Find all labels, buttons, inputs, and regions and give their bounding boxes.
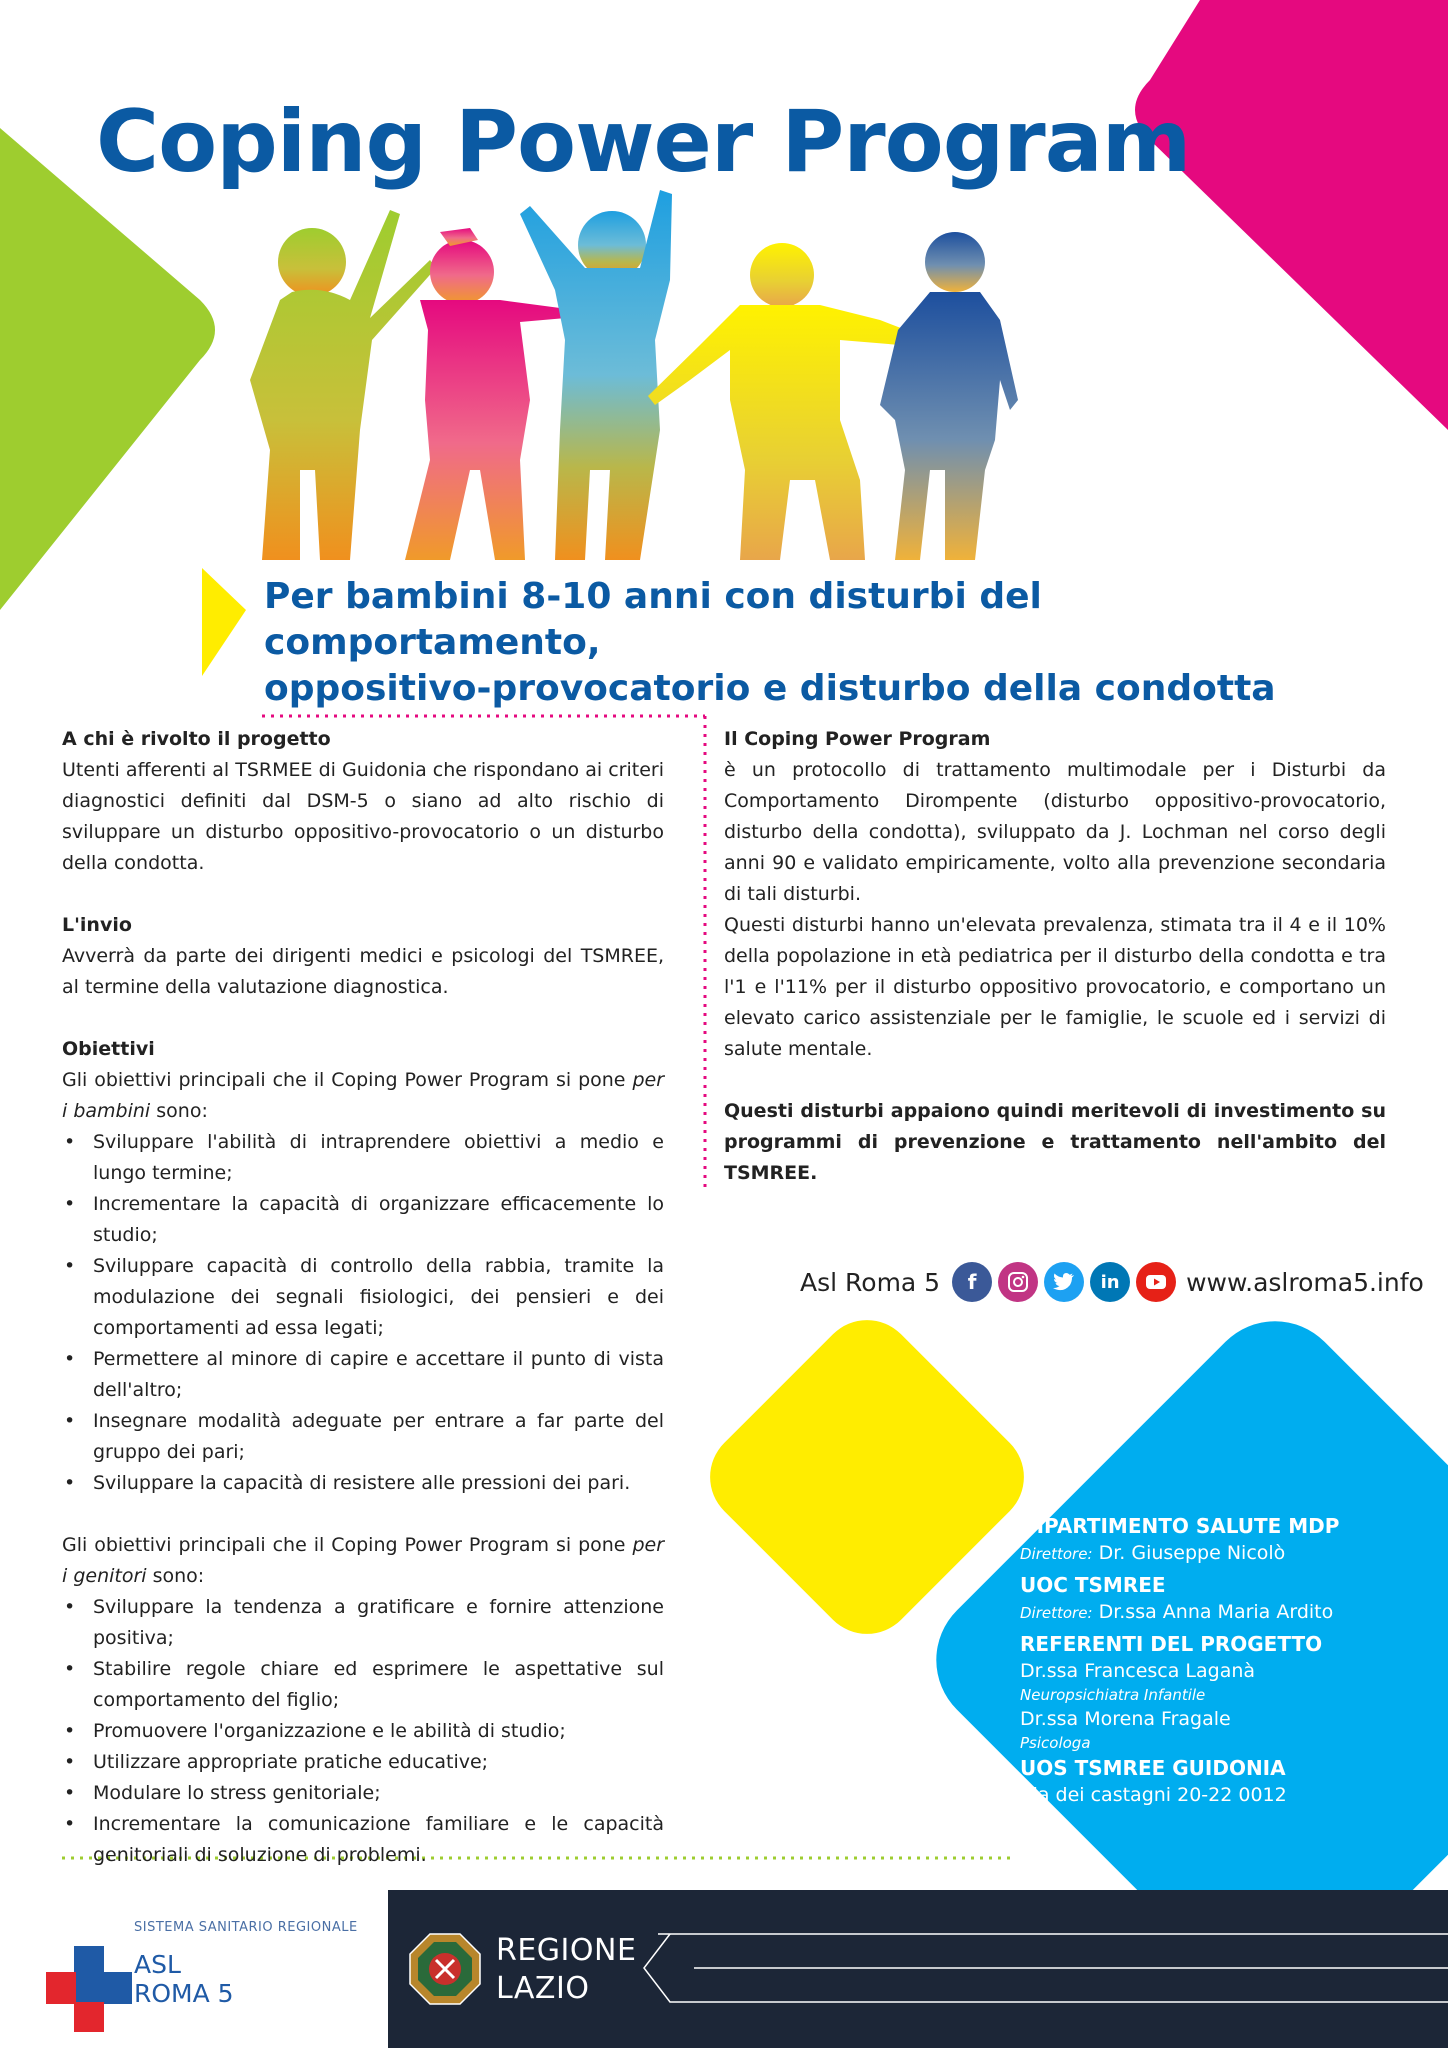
subtitle-line: oppositivo-provocatorio e disturbo della condotta: [264, 668, 1276, 709]
list-item: • Sviluppare la tendenza a gratificare e fornire attenzione positiva;: [62, 1592, 664, 1654]
parents-intro: Gli obiettivi principali che il Coping Power Program si pone per i genitori sono:: [62, 1534, 664, 1587]
children-intro: Gli obiettivi principali che il Coping Power Program si pone per i bambini sono:: [62, 1069, 664, 1122]
list-item: • Promuovere l'organizzazione e le abilità di studio;: [62, 1716, 664, 1747]
asl-line: ASL: [134, 1950, 181, 1979]
uoc-title: UOC TSMREE: [1020, 1573, 1166, 1597]
children-objectives-list: [62, 1127, 664, 1499]
objectives-heading: Obiettivi: [62, 1038, 155, 1060]
uoc-director: Direttore: Dr.ssa Anna Maria Ardito: [1020, 1601, 1334, 1623]
referents-title: REFERENTI DEL PROGETTO: [1020, 1632, 1323, 1656]
linkedin-icon[interactable]: in: [1090, 1262, 1130, 1302]
uos-title: UOS TSMREE GUIDONIA: [1020, 1756, 1286, 1780]
org-name: Asl Roma 5: [800, 1267, 941, 1297]
list-item: • Incrementare la capacità di organizzare efficacemente lo studio;: [62, 1189, 664, 1251]
regione-logo-text: [496, 1932, 636, 2008]
asl-cross-logo: [46, 1946, 132, 2032]
list-item: • Modulare lo stress genitoriale;: [62, 1778, 664, 1809]
left-column: [62, 724, 664, 1871]
list-item: • Stabilire regole chiare ed esprimere le aspettative sul comportamento del figlio;: [62, 1654, 664, 1716]
referent-role: Neuropsichiatra Infantile: [1020, 1686, 1206, 1704]
list-item: • Sviluppare la capacità di resistere alle pressioni dei pari.: [62, 1468, 664, 1499]
asl-system-label: SISTEMA SANITARIO REGIONALE: [134, 1920, 358, 1935]
regione-line: REGIONE: [496, 1933, 637, 1968]
list-item: • Utilizzare appropriate pratiche educative;: [62, 1747, 664, 1778]
social-bar: [800, 1260, 1424, 1304]
referral-text: Avverrà da parte dei dirigenti medici e psicologi del TSMREE, al termine della valutazione diagnostica.: [62, 945, 664, 998]
referral-heading: L'invio: [62, 914, 132, 936]
yellow-arrow-shape: [202, 568, 246, 676]
list-item: • Insegnare modalità adeguate per entrare a far parte del gruppo dei pari;: [62, 1406, 664, 1468]
facebook-icon[interactable]: f: [952, 1262, 992, 1302]
prevalence-text: Questi disturbi hanno un'elevata prevalenza, stimata tra il 4 e il 10% della popolazione in età pediatrica per il disturbo della condotta e tra l'1 e l'11% per il disturbo oppositivo provocatorio, e comportano un elevato carico assistenziale per le famiglie, le scuole ed i servizi di salute mentale.: [724, 914, 1386, 1060]
contacts-block: [1020, 1512, 1400, 1808]
asl-logo-text: [134, 1950, 234, 2008]
list-item: • Permettere al minore di capire e accettare il punto di vista dell'altro;: [62, 1344, 664, 1406]
program-description: è un protocollo di trattamento multimodale per i Disturbi da Comportamento Dirompente (disturbo oppositivo-provocatorio, disturbo della condotta), sviluppato da J. Lochman nel corso degli anni 90 e validato empiricamente, volto alla prevenzione secondaria di tali disturbi.: [724, 759, 1386, 905]
child-silhouette-pink: [405, 228, 566, 560]
instagram-icon[interactable]: [998, 1262, 1038, 1302]
dept-title: DIPARTIMENTO SALUTE MDP: [1020, 1514, 1340, 1538]
target-heading: A chi è rivolto il progetto: [62, 728, 331, 750]
page-title: Coping Power Program: [96, 92, 1191, 192]
subtitle-line: Per bambini 8-10 anni con disturbi del comportamento,: [264, 576, 1042, 663]
child-silhouette-navy: [880, 232, 1018, 560]
dept-director: Direttore: Dr. Giuseppe Nicolò: [1020, 1542, 1286, 1564]
list-item: • Incrementare la comunicazione familiare e le capacità genitoriali di soluzione di problemi.: [62, 1809, 664, 1871]
right-column: [724, 724, 1386, 1189]
child-silhouette-yellow: [648, 243, 906, 560]
list-item: • Sviluppare l'abilità di intraprendere obiettivi a medio e lungo termine;: [62, 1127, 664, 1189]
regione-line: LAZIO: [496, 1971, 590, 2006]
conclusion-text: Questi disturbi appaiono quindi meritevoli di investimento su programmi di prevenzione e trattamento nell'ambito del TSMREE.: [724, 1100, 1386, 1184]
page-subtitle: [264, 574, 1384, 712]
referent-role: Psicologa: [1020, 1734, 1091, 1752]
child-silhouette-blue: [520, 190, 672, 560]
list-item: • Sviluppare capacità di controllo della rabbia, tramite la modulazione dei segnali fisiologici, dei pensieri e dei comportamenti ad essa legati;: [62, 1251, 664, 1344]
child-silhouette-green: [250, 210, 436, 560]
target-text: Utenti afferenti al TSRMEE di Guidonia che rispondano ai criteri diagnostici definiti dal DSM-5 o siano ad alto rischio di sviluppare un disturbo oppositivo-provocatorio o un disturbo della condotta.: [62, 759, 664, 874]
referent-name: Dr.ssa Francesca Laganà: [1020, 1660, 1256, 1682]
twitter-icon[interactable]: [1044, 1262, 1084, 1302]
website-link[interactable]: www.aslroma5.info: [1186, 1267, 1424, 1297]
asl-line: ROMA 5: [134, 1979, 234, 2008]
magenta-corner-shape: [1135, 0, 1448, 430]
program-heading: Il Coping Power Program: [724, 728, 991, 750]
parents-objectives-list: [62, 1592, 664, 1871]
regione-crest-icon: [408, 1932, 482, 2006]
youtube-icon[interactable]: [1136, 1262, 1176, 1302]
uos-address: Via dei castagni 20-22 0012: [1020, 1784, 1287, 1806]
referent-name: Dr.ssa Morena Fragale: [1020, 1708, 1231, 1730]
green-corner-shape: [0, 128, 215, 610]
